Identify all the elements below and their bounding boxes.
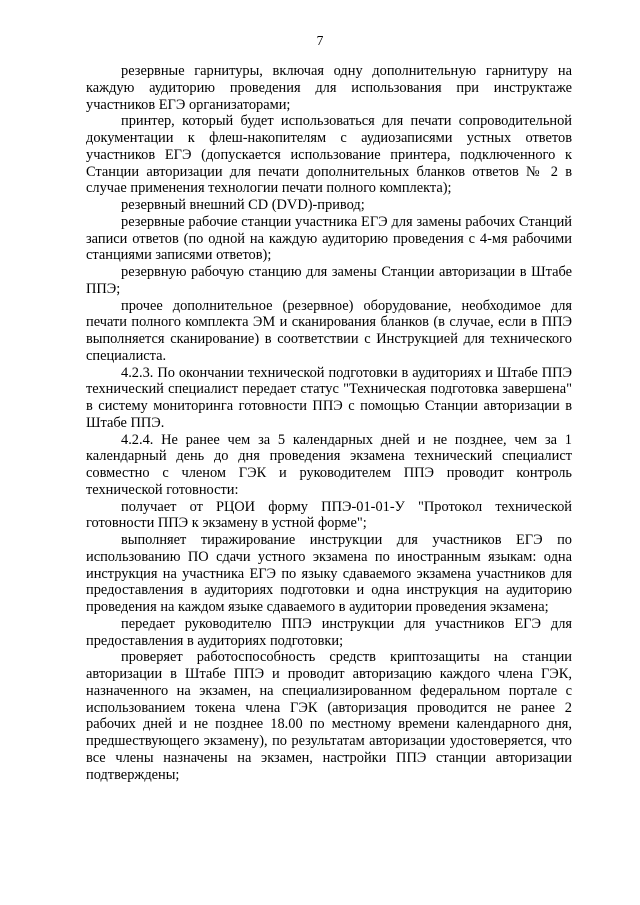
paragraph-reserve-headsets: резервные гарнитуры, включая одну дополнительную гарнитуру на каждую аудиторию проведения для использования при инструктаже участников ЕГЭ организаторами; xyxy=(86,63,572,113)
paragraph-replicates-instructions: выполняет тиражирование инструкции для участников ЕГЭ по использованию ПО сдачи устного экзамена по иностранным языкам: одна инструкция на участника ЕГЭ по языку сдаваемого экзамена участников для предоставления в аудиториях подготовки и одна инструкция на аудиторию проведения на каждом языке сдаваемого в аудитории проведения экзамена; xyxy=(86,532,572,615)
paragraph-reserve-stations: резервные рабочие станции участника ЕГЭ для замены рабочих Станций записи ответов (по одной на каждую аудиторию проведения с 4-мя рабочими станциями записями ответов); xyxy=(86,213,572,264)
page-number: 7 xyxy=(316,33,324,48)
paragraph-other-equipment: прочее дополнительное (резервное) оборудование, необходимое для печати полного комплекта ЭМ и сканирования бланков (в случае, если в ППЭ выполняется сканирование) в соответствии с Инструкцией для технического специалиста. xyxy=(86,297,572,364)
paragraph-4-2-4: 4.2.4. Не ранее чем за 5 календарных дней и не позднее, чем за 1 календарный день до дня проведения экзамена технический специалист совместно с членом ГЭК и руководителем ППЭ проводит контроль технической готовности: xyxy=(86,431,572,498)
paragraph-reserve-auth-station: резервную рабочую станцию для замены Станции авторизации в Штабе ППЭ; xyxy=(86,264,572,297)
paragraph-cd-drive: резервный внешний CD (DVD)-привод; xyxy=(121,197,365,213)
paragraph-checks-crypto: проверяет работоспособность средств криптозащиты на станции авторизации в Штабе ППЭ и проводит авторизацию каждого члена ГЭК, назначенного на экзамен, на специализированном федеральном портале с использованием токена члена ГЭК (авторизация проводится не ранее 2 рабочих дней и не позднее 18.00 по местному времени календарного дня, предшествующего экзамену), по результатам авторизации удостоверяется, что все члены назначены на экзамен, настройки ППЭ станции авторизации подтверждены; xyxy=(86,649,572,783)
paragraph-receives-form: получает от РЦОИ форму ППЭ-01-01-У "Протокол технической готовности ППЭ к экзамену в устной форме"; xyxy=(86,498,572,532)
paragraph-hands-instructions: передает руководителю ППЭ инструкции для участников ЕГЭ для предоставления в аудиториях подготовки; xyxy=(86,615,572,649)
paragraph-4-2-3: 4.2.3. По окончании технической подготовки в аудиториях и Штабе ППЭ технический специалист передает статус "Техническая подготовка завершена" в систему мониторинга готовности ППЭ с помощью Станции авторизации в Штабе ППЭ. xyxy=(86,364,572,431)
paragraph-printer: принтер, который будет использоваться для печати сопроводительной документации к флеш-накопителям с аудиозаписями устных ответов участников ЕГЭ (допускается использование принтера, подключенного к Станции авторизации для печати дополнительных бланков ответов № 2 в случае применения технологии печати полного комплекта); xyxy=(86,113,572,197)
document-body xyxy=(86,63,572,783)
